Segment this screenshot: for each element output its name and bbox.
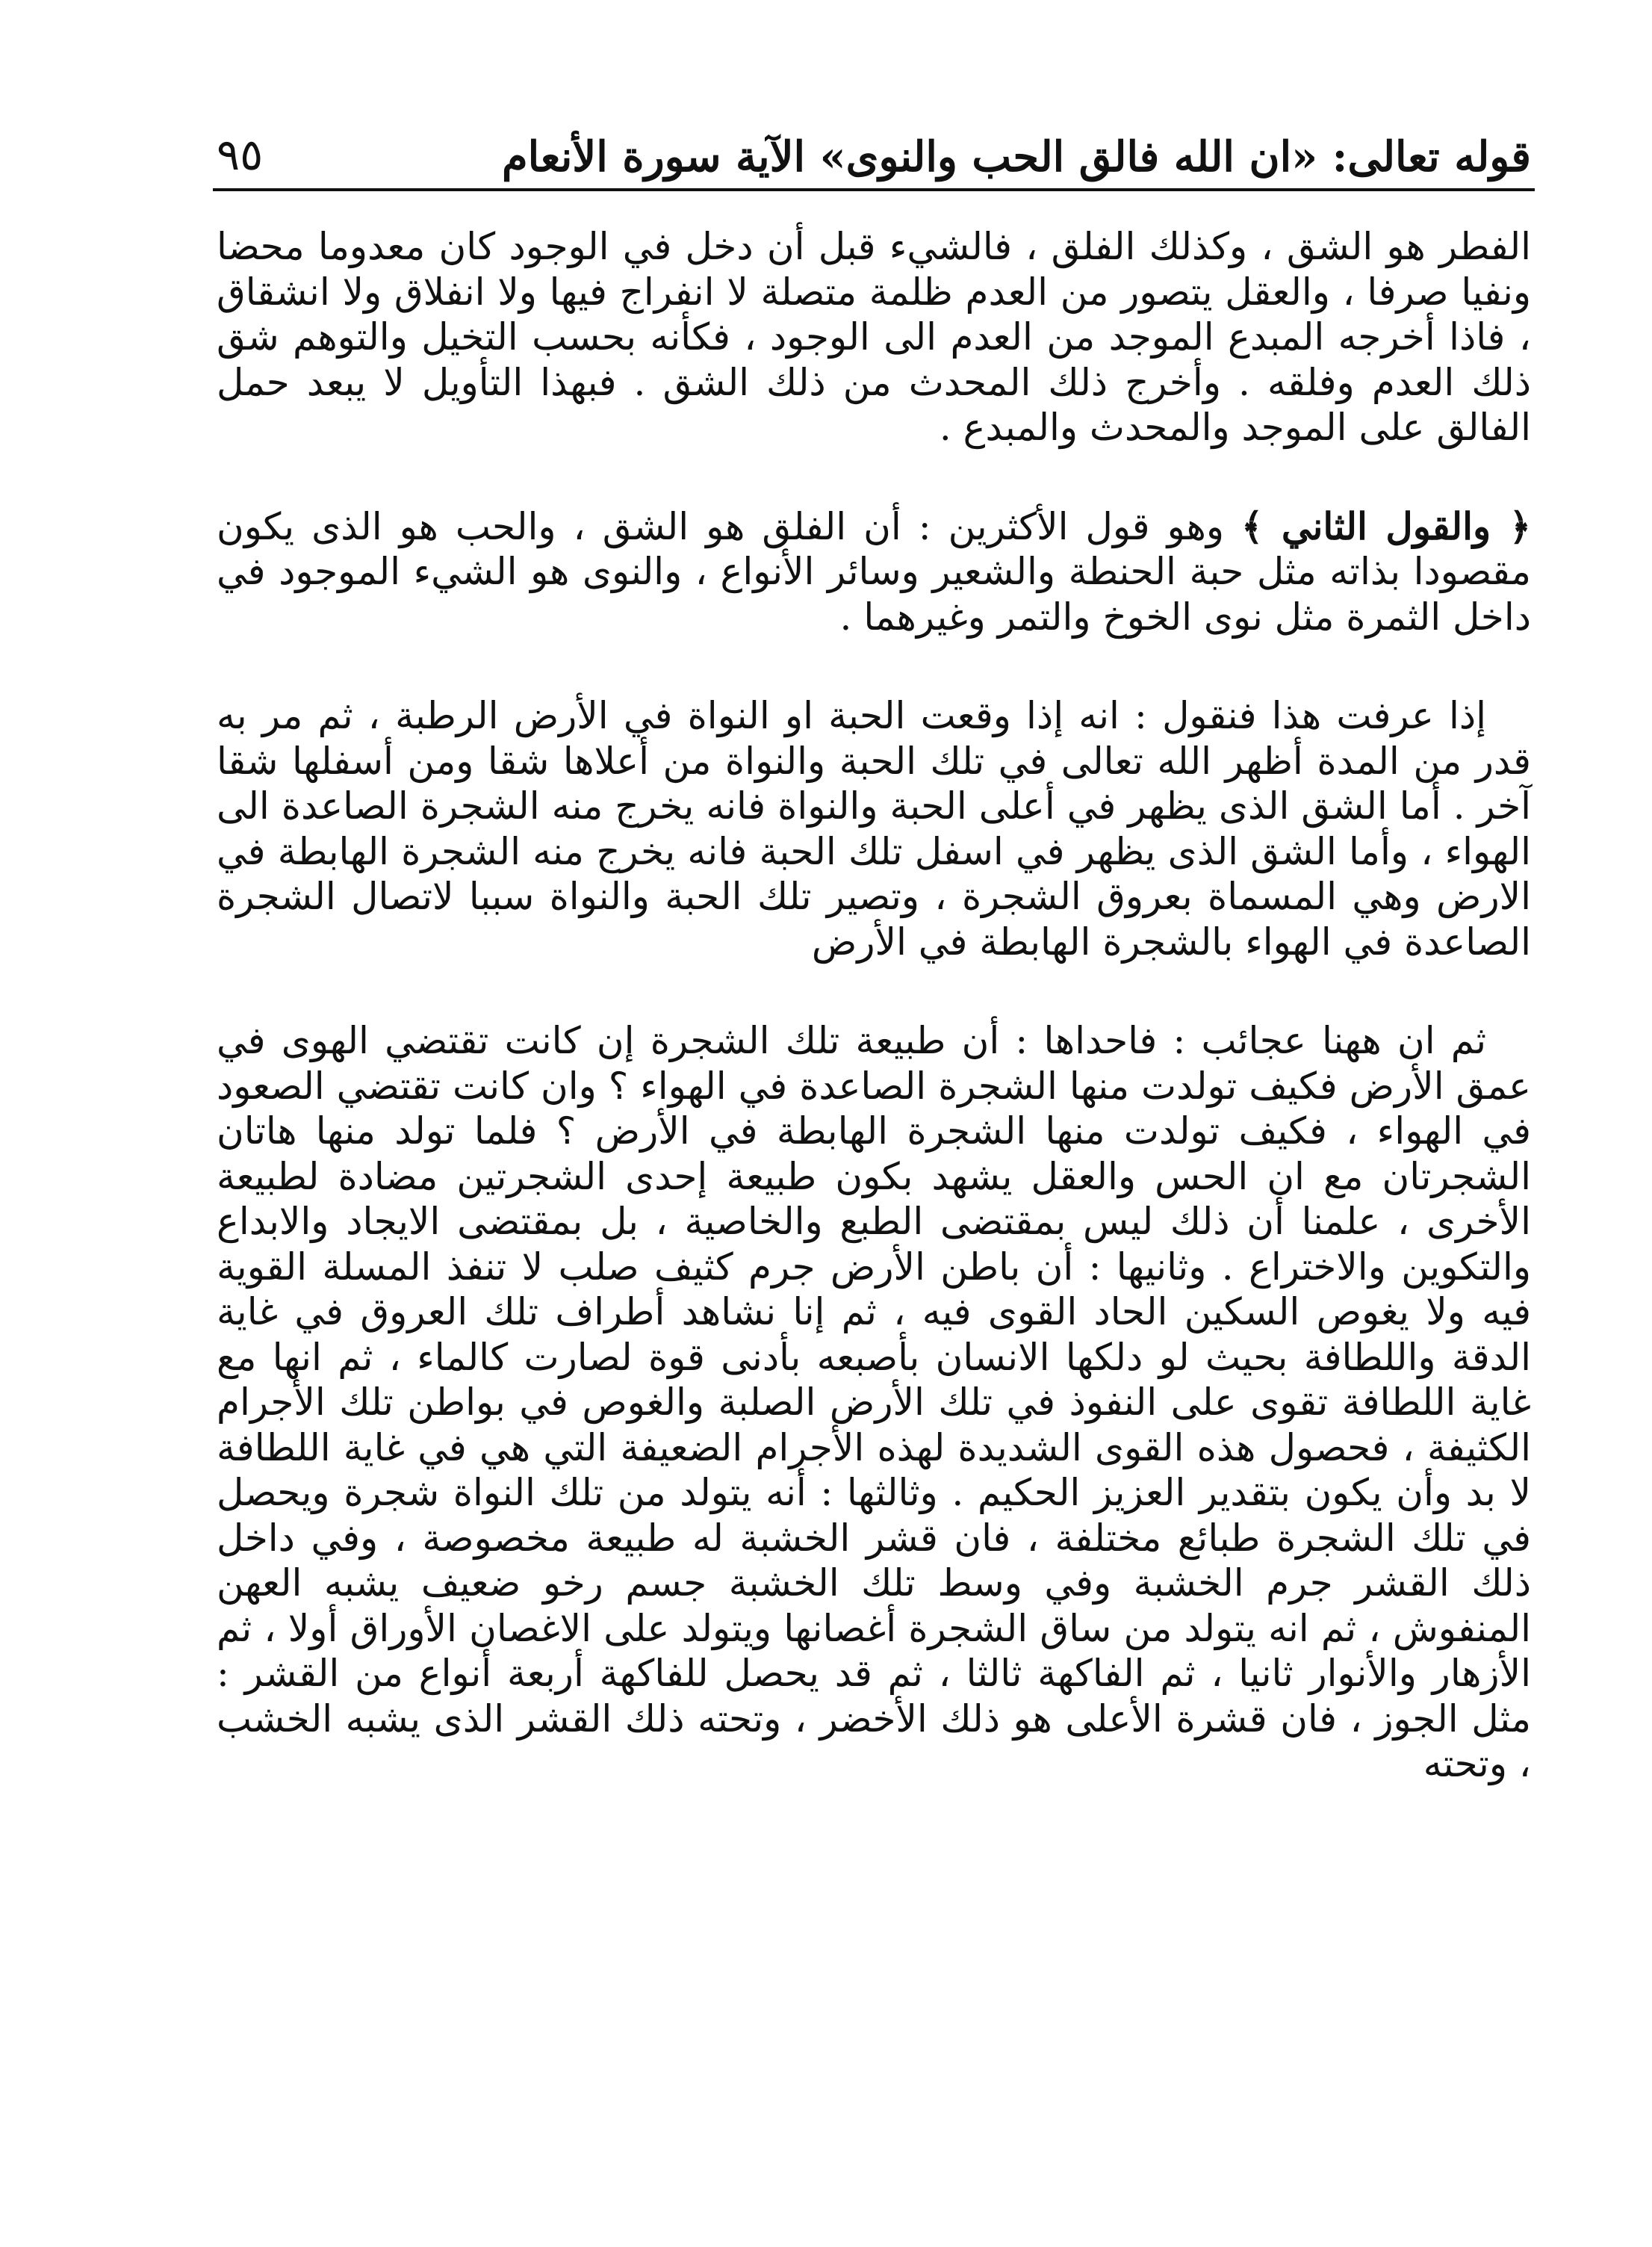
running-title: قوله تعالى: «ان الله فالق الحب والنوى» الآية سورة الأنعام [501, 132, 1531, 182]
header-rule [213, 188, 1535, 191]
paragraph [217, 504, 1531, 640]
paragraph-text: الفطر هو الشق ، وكذلك الفلق ، فالشيء قبل أن دخل في الوجود كان معدوما محضا ونفيا صرفا ، والعقل يتصور من العدم ظلمة متصلة لا انفراج فيها ولا انفلاق ولا انشقاق ، فاذا أخرجه المبدع الموجد من العدم الى الوجود ، فكأنه بحسب التخيل والتوهم شق ذلك العدم وفلقه . وأخرج ذلك المحدث من ذلك الشق . فبهذا التأويل لا يبعد حمل الفالق على الموجد والمحدث والمبدع . [217, 225, 1531, 449]
section-heading: ﴿ والقول الثاني ﴾ [1241, 503, 1531, 548]
paragraph [217, 224, 1531, 450]
body-text [217, 224, 1531, 1841]
page-header [217, 112, 1531, 187]
paragraph-text: وهو قول الأكثرين : أن الفلق هو الشق ، والحب هو الذى يكون مقصودا بذاته مثل حبة الحنطة والشعير وسائر الأنواع ، والنوى هو الشيء الموجود في داخل الثمرة مثل نوى الخوخ والتمر وغيرهما . [217, 504, 1531, 639]
paragraph-text: ثم ان ههنا عجائب : فاحداها : أن طبيعة تلك الشجرة إن كانت تقتضي الهوى في عمق الأرض فكيف تولدت منها الشجرة الصاعدة في الهواء ؟ وان كانت تقتضي الصعود في الهواء ، فكيف تولدت منها الشجرة الهابطة في الأرض ؟ فلما تولد منها هاتان الشجرتان مع ان الحس والعقل يشهد بكون طبيعة إحدى الشجرتين مضادة لطبيعة الأخرى ، علمنا أن ذلك ليس بمقتضى الطبع والخاصية ، بل بمقتضى الايجاد والابداع والتكوين والاختراع . وثانيها : أن باطن الأرض جرم كثيف صلب لا تنفذ المسلة القوية فيه ولا يغوص السكين الحاد القوى فيه ، ثم إنا نشاهد أطراف تلك العروق في غاية الدقة واللطافة بحيث لو دلكها الانسان بأصبعه بأدنى قوة لصارت كالماء ، ثم انها مع غاية اللطافة تقوى على النفوذ في تلك الأرض الصلبة والغوص في بواطن تلك الأجرام الكثيفة ، فحصول هذه القوى الشديدة لهذه الأجرام الضعيفة التي هي في غاية اللطافة لا بد وأن يكون بتقدير العزيز الحكيم . وثالثها : أنه يتولد من تلك النواة شجرة ويحصل في تلك الشجرة طبائع مختلفة ، فان قشر الخشبة له طبيعة مخصوصة ، وفي داخل ذلك القشر جرم الخشبة وفي وسط تلك الخشبة جسم رخو ضعيف يشبه العهن المنفوش ، ثم انه يتولد من ساق الشجرة أغصانها ويتولد على الاغصان الأوراق أولا ، ثم الأزهار والأنوار ثانيا ، ثم الفاكهة ثالثا ، ثم قد يحصل للفاكهة أربعة أنواع من القشر : مثل الجوز ، فان قشرة الأعلى هو ذلك الأخضر ، وتحته ذلك القشر الذى يشبه الخشب ، وتحته [217, 1019, 1531, 1785]
page-number: ٩٥ [217, 129, 264, 180]
paragraph-text: إذا عرفت هذا فنقول : انه إذا وقعت الحبة او النواة في الأرض الرطبة ، ثم مر به قدر من المدة أظهر الله تعالى في تلك الحبة والنواة من أعلاها شقا ومن أسفلها شقا آخر . أما الشق الذى يظهر في أعلى الحبة والنواة فانه يخرج منه الشجرة الصاعدة الى الهواء ، وأما الشق الذى يظهر في اسفل تلك الحبة فانه يخرج منه الشجرة الهابطة في الارض وهي المسماة بعروق الشجرة ، وتصير تلك الحبة والنواة سببا لاتصال الشجرة الصاعدة في الهواء بالشجرة الهابطة في الأرض [217, 694, 1531, 964]
paragraph [217, 693, 1531, 964]
paragraph [217, 1018, 1531, 1787]
